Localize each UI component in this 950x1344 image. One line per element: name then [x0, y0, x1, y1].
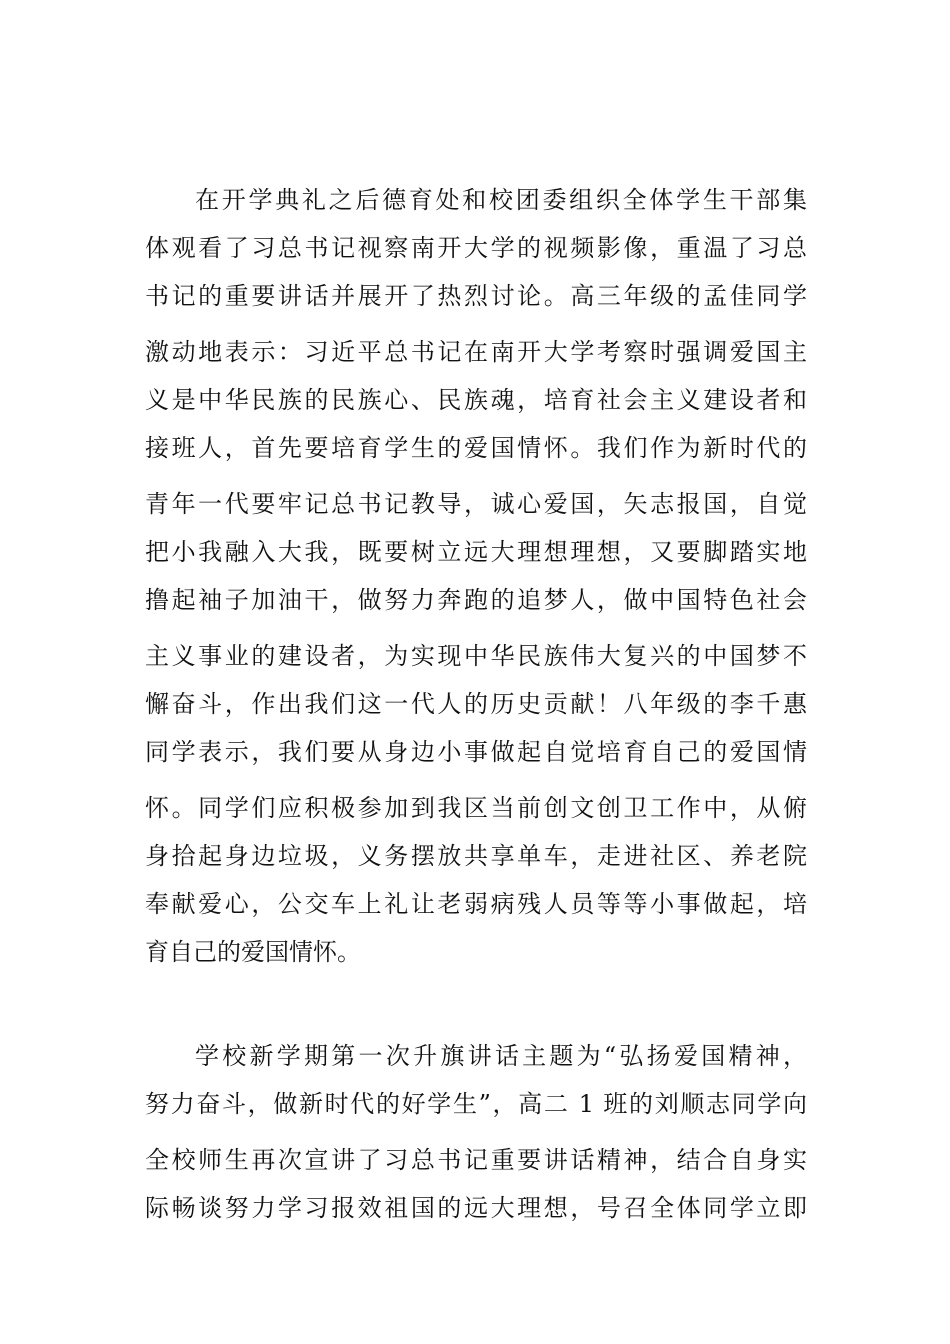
paragraph-line: 全校师生再次宣讲了习总书记重要讲话精神，结合自身实 — [145, 1146, 807, 1174]
paragraph-line: 身拾起身边垃圾，义务摆放共享单车，走进社区、养老院 — [145, 842, 807, 870]
paragraph-line: 奉献爱心，公交车上礼让老弱病残人员等等小事做起，培 — [145, 890, 807, 918]
paragraph-line: 同学表示，我们要从身边小事做起自觉培育自己的爱国情 — [145, 738, 807, 766]
paragraph-line: 把小我融入大我，既要树立远大理想理想，又要脚踏实地 — [145, 538, 807, 566]
paragraph-line: 激动地表示：习近平总书记在南开大学考察时强调爱国主 — [145, 338, 807, 366]
paragraph-line: 主义事业的建设者，为实现中华民族伟大复兴的中国梦不 — [145, 642, 807, 670]
paragraph-line: 在开学典礼之后德育处和校团委组织全体学生干部集 — [195, 186, 807, 214]
paragraph-line: 书记的重要讲话并展开了热烈讨论。高三年级的孟佳同学 — [145, 282, 807, 310]
paragraph-line: 青年一代要牢记总书记教导，诚心爱国，矢志报国，自觉 — [145, 490, 807, 518]
paragraph-line: 际畅谈努力学习报效祖国的远大理想，号召全体同学立即 — [145, 1194, 807, 1222]
paragraph-line: 接班人，首先要培育学生的爱国情怀。我们作为新时代的 — [145, 434, 807, 462]
paragraph-line: 育自己的爱国情怀。 — [145, 938, 361, 966]
paragraph-line: 努力奋斗，做新时代的好学生”，高二 1 班的刘顺志同学向 — [145, 1090, 807, 1118]
paragraph-line: 懈奋斗，作出我们这一代人的历史贡献！八年级的李千惠 — [145, 690, 807, 718]
paragraph-line: 义是中华民族的民族心、民族魂，培育社会主义建设者和 — [145, 386, 807, 414]
paragraph-line: 体观看了习总书记视察南开大学的视频影像，重温了习总 — [145, 234, 807, 262]
paragraph-line: 撸起袖子加油干，做努力奔跑的追梦人，做中国特色社会 — [145, 586, 807, 614]
paragraph-line: 学校新学期第一次升旗讲话主题为“弘扬爱国精神， — [195, 1042, 807, 1070]
paragraph-line: 怀。同学们应积极参加到我区当前创文创卫工作中，从俯 — [145, 794, 807, 822]
